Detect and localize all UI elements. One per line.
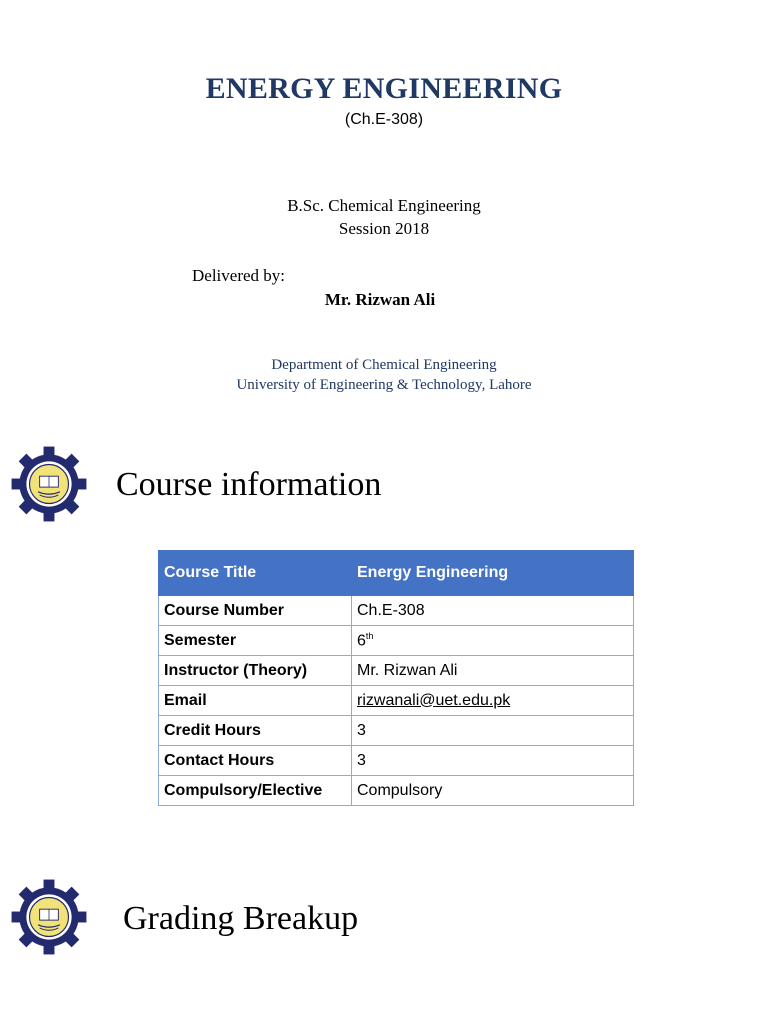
university-logo-icon xyxy=(10,878,88,956)
row-value xyxy=(352,626,634,656)
email-link[interactable]: rizwanali@uet.edu.pk xyxy=(357,691,511,709)
semester-number: 6 xyxy=(357,632,366,650)
row-value: Compulsory xyxy=(352,776,634,806)
program-name: B.Sc. Chemical Engineering xyxy=(287,196,481,215)
course-info-table xyxy=(158,550,634,806)
table-row xyxy=(159,746,634,776)
session-year: Session 2018 xyxy=(338,219,430,238)
table-row xyxy=(159,776,634,806)
row-label: Instructor (Theory) xyxy=(159,656,352,686)
table-header-value: Energy Engineering xyxy=(352,551,634,596)
row-label: Semester xyxy=(159,626,352,656)
instructor-name: Mr. Rizwan Ali xyxy=(324,290,436,309)
table-header-label: Course Title xyxy=(159,551,352,596)
table-row xyxy=(159,656,634,686)
table-row xyxy=(159,596,634,626)
university-logo-icon xyxy=(10,445,88,523)
table-row xyxy=(159,626,634,656)
table-row xyxy=(159,716,634,746)
semester-suffix: th xyxy=(365,630,374,641)
row-label: Compulsory/Elective xyxy=(159,776,352,806)
table-header-row xyxy=(159,551,634,596)
course-code: (Ch.E-308) xyxy=(344,111,424,128)
row-value: 3 xyxy=(352,746,634,776)
row-label: Course Number xyxy=(159,596,352,626)
row-value: Ch.E-308 xyxy=(352,596,634,626)
course-information-heading: Course information xyxy=(116,466,382,503)
table-row xyxy=(159,686,634,716)
grading-breakup-heading: Grading Breakup xyxy=(123,900,359,937)
row-value xyxy=(352,686,634,716)
document-title: ENERGY ENGINEERING xyxy=(205,72,563,105)
row-label: Email xyxy=(159,686,352,716)
university-name: University of Engineering & Technology, Lahore xyxy=(236,377,532,393)
row-value: Mr. Rizwan Ali xyxy=(352,656,634,686)
row-label: Credit Hours xyxy=(159,716,352,746)
row-value: 3 xyxy=(352,716,634,746)
department-name: Department of Chemical Engineering xyxy=(271,357,497,373)
delivered-by-label: Delivered by: xyxy=(192,266,285,285)
row-label: Contact Hours xyxy=(159,746,352,776)
